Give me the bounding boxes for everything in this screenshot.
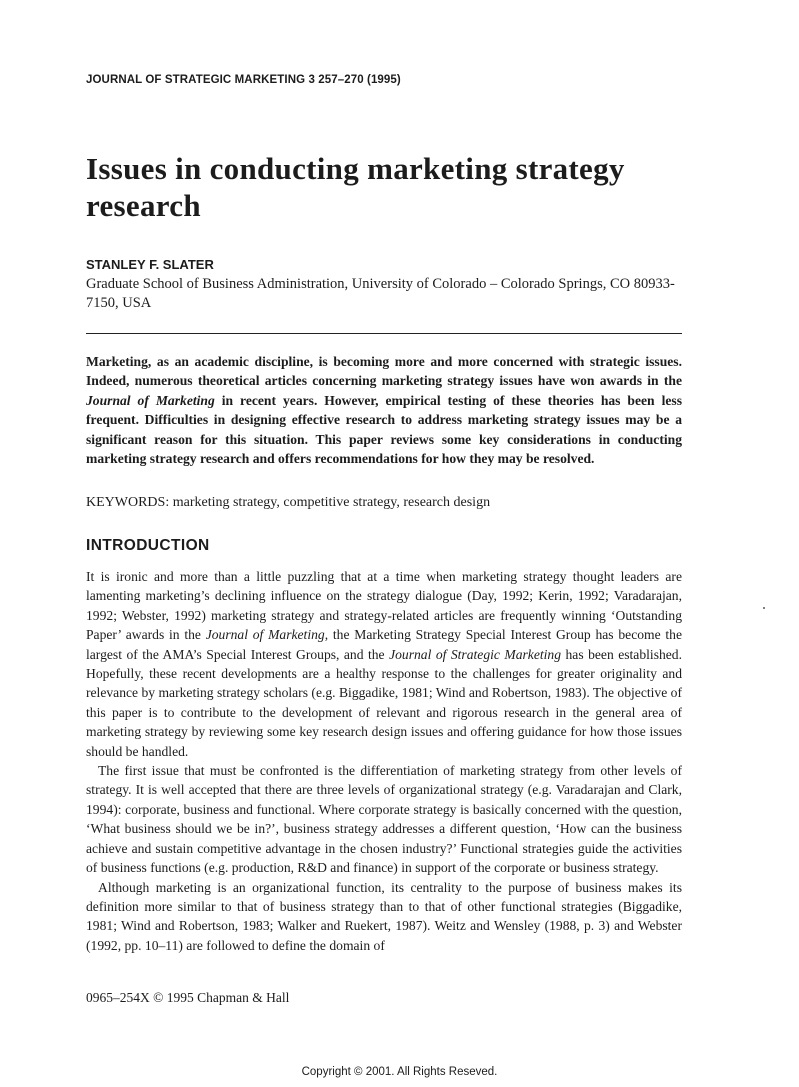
article-title: Issues in conducting marketing strategy research <box>86 151 625 223</box>
page-footer: Copyright © 2001. All Rights Reseved. <box>301 1066 498 1078</box>
paragraph-1-journal: Journal of Marketing <box>205 627 325 643</box>
abstract <box>86 352 682 468</box>
paragraph-1 <box>86 567 682 761</box>
issn-copyright: 0965–254X © 1995 Chapman & Hall <box>86 990 290 1005</box>
journal-header: JOURNAL OF STRATEGIC MARKETING 3 257–270 (1995) <box>86 74 401 86</box>
abstract-journal-name: Journal of Marketing <box>86 392 215 408</box>
paragraph-2: The first issue that must be confronted is the differentiation of marketing strategy from other levels of strategy. It is well accepted that there are three levels of organizational strategy (e.g. Varadarajan and Clark, 1994): corporate, business and functional. Where corporate strategy is basically concerned with the question, ‘What business should we be in?’, business strategy addresses a different question, ‘How can the business achieve and sustain competitive advantage in the chosen industry?’ Functional strategies guide the activities of business functions (e.g. production, R&D and finance) in support of the corporate or business strategy. <box>86 763 682 876</box>
author-name: STANLEY F. SLATER <box>86 257 214 272</box>
author-affiliation: Graduate School of Business Administration, University of Colorado – Colorado Springs, CO 80933-7150, USA <box>86 276 675 311</box>
body-text <box>86 567 682 955</box>
abstract-text: Marketing, as an academic discipline, is becoming more and more concerned with strategic issues. Indeed, numerous theoretical articles concerning marketing strategy issues have won awards in the <box>86 354 682 389</box>
paragraph-3: Although marketing is an organizational function, its centrality to the purpose of business makes its definition more similar to that of business strategy than to that of other functional strategies (Biggadike, 1981; Wind and Robertson, 1983; Walker and Ruekert, 1987). Weitz and Wensley (1988, p. 3) and Webster (1992, pp. 10–11) are followed to define the domain of <box>86 879 682 953</box>
paragraph-1-text-end: has been established. Hopefully, these recent developments are a healthy response to the challenges for greater originality and relevance by marketing strategy scholars (e.g. Biggadike, 1981; Wind and Robertson, 1983). The objective of this paper is to contribute to the development of relevant and rigorous research in the general area of marketing strategy by reviewing some key research design issues and offering guidance for how those issues should be handled. <box>86 646 683 759</box>
abstract-text-cont: in recent years. However, empirical testing of these theories has been less frequent. Difficulties in designing effective research to address marketing strategy issues may be a significant reason for this situation. This paper reviews some key considerations in conducting marketing strategy research and offers recommendations for how they may be resolved. <box>86 392 682 467</box>
section-divider <box>86 333 682 334</box>
paragraph-1-text-cont: , the Marketing Strategy Special Interest Group has become the largest of the AMA’s Special Interest Groups, and the <box>86 627 682 662</box>
scan-speck <box>763 607 765 609</box>
paragraph-1-text: It is ironic and more than a little puzzling that at a time when marketing strategy thought leaders are lamenting marketing’s declining influence on the strategy dialogue (Day, 1992; Kerin, 1992; Varadarajan, 1992; Webster, 1992) marketing strategy and strategy-related articles are frequently winning ‘Outstanding Paper’ awards in the <box>86 569 682 643</box>
section-heading: INTRODUCTION <box>86 537 210 554</box>
paragraph-1-journal-2: Journal of Strategic Marketing <box>389 646 562 662</box>
keywords: KEYWORDS: marketing strategy, competitive strategy, research design <box>86 495 491 510</box>
